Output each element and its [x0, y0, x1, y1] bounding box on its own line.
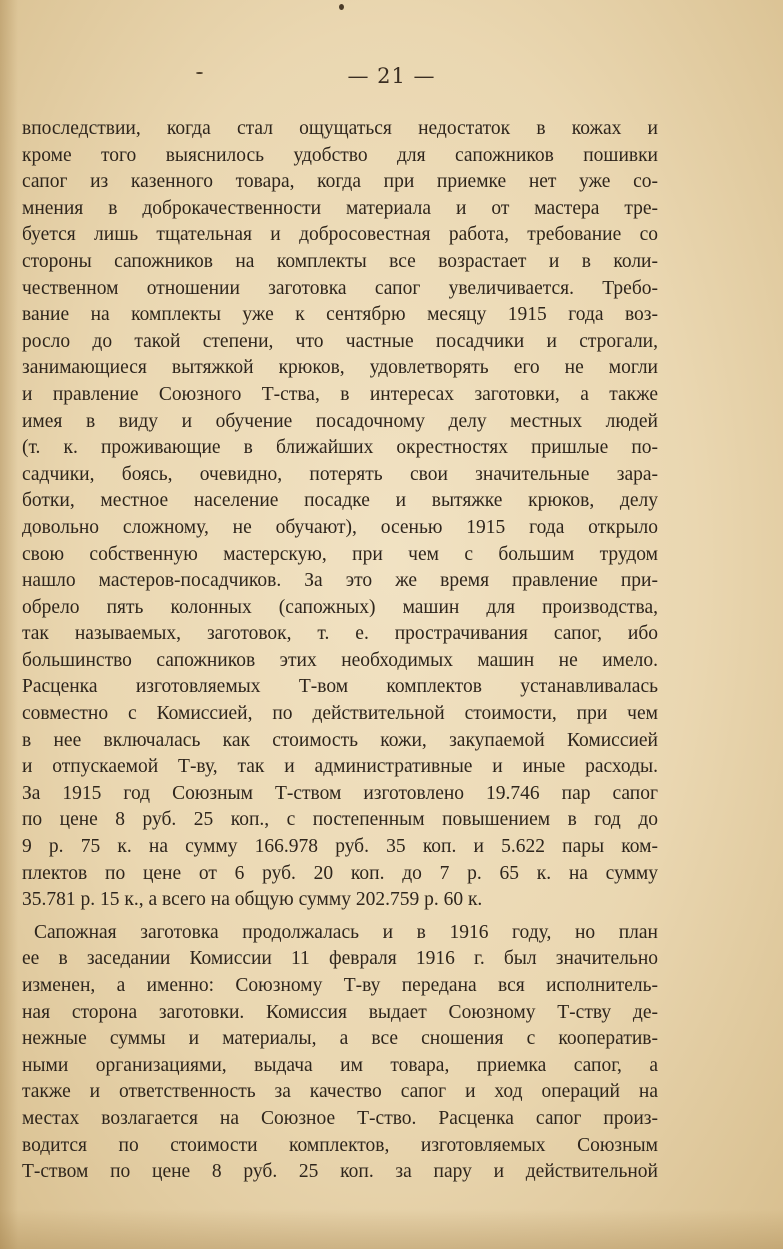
text-line: чественном отношении заготовка сапог увеличивается. Требо-	[22, 277, 658, 299]
text-line: Расценка изготовляемых Т-вом комплектов устанавливалась	[22, 676, 658, 698]
text-line: так называемых, заготовок, т. е. прострачивания сапог, ибо	[22, 623, 658, 645]
text-line: занимающиеся вытяжкой крюков, удовлетворять его не могли	[22, 357, 658, 379]
page-edge-shadow-left	[0, 0, 18, 1249]
text-line: водится по стоимости комплектов, изготовляемых Союзным	[22, 1134, 658, 1156]
text-line: имея в виду и обучение посадочному делу местных людей	[22, 410, 658, 432]
text-line: довольно сложному, не обучают), осенью 1915 года открыло	[22, 516, 658, 538]
paragraph	[22, 920, 658, 1186]
text-line: ее в заседании Комиссии 11 февраля 1916 г. был значительно	[22, 948, 658, 970]
text-line: садчики, боясь, очевидно, потерять свои значительные зара-	[22, 463, 658, 485]
text-line: нежные суммы и материалы, а все сношения с кооператив-	[22, 1028, 658, 1050]
text-line: в нее включалась как стоимость кожи, закупаемой Комиссией	[22, 729, 658, 751]
text-line: местах возлагается на Союзное Т-ство. Расценка сапог произ-	[22, 1107, 658, 1129]
text-line: сапог из казенного товара, когда при приемке нет уже со-	[22, 171, 658, 193]
text-line: по цене 8 руб. 25 коп., с постепенным повышением в год до	[22, 809, 658, 831]
text-line: ными организациями, выдача им товара, приемка сапог, а	[22, 1054, 658, 1076]
ink-speck	[339, 4, 344, 10]
text-line: и отпускаемой Т-ву, так и административные и иные расходы.	[22, 756, 658, 778]
text-line: Сапожная заготовка продолжалась и в 1916 году, но план	[34, 921, 658, 943]
page-number: — 21 —	[347, 64, 436, 88]
text-line: вание на комплекты уже к сентябрю месяцу 1915 года воз-	[22, 304, 658, 326]
text-line: большинство сапожников этих необходимых машин не имело.	[22, 649, 658, 671]
text-line: ная сторона заготовки. Комиссия выдает Союзному Т-ству де-	[22, 1001, 658, 1023]
text-line: совместно с Комиссией, по действительной стоимости, при чем	[22, 703, 658, 725]
text-line: и правление Союзного Т-ства, в интересах заготовки, а также	[22, 383, 658, 405]
text-line: 9 р. 75 к. на сумму 166.978 руб. 35 коп. и 5.622 пары ком-	[22, 836, 658, 858]
text-line: кроме того выяснилось удобство для сапожников пошивки	[22, 144, 658, 166]
text-line: нашло мастеров-посадчиков. За это же время правление при-	[22, 570, 658, 592]
text-line: росло до такой степени, что частные посадчики и строгали,	[22, 330, 658, 352]
text-line: обрело пять колонных (сапожных) машин для производства,	[22, 596, 658, 618]
text-line: ботки, местное население посадке и вытяжке крюков, делу	[22, 490, 658, 512]
text-line: мнения в доброкачественности материала и от мастера тре-	[22, 197, 658, 219]
text-line: стороны сапожников на комплекты все возрастает и в коли-	[22, 250, 658, 272]
text-line: изменен, а именно: Союзному Т-ву передана вся исполнитель-	[22, 975, 658, 996]
text-line: впоследствии, когда стал ощущаться недостаток в кожах и	[22, 118, 658, 139]
text-line: 35.781 р. 15 к., а всего на общую сумму 202.759 р. 60 к.	[22, 889, 483, 911]
text-line: (т. к. проживающие в ближайших окрестностях пришлые по-	[22, 437, 658, 459]
text-line: плектов по цене от 6 руб. 20 коп. до 7 р. 65 к. на сумму	[22, 862, 658, 884]
text-line: За 1915 год Союзным Т-ством изготовлено 19.746 пар сапог	[22, 782, 658, 804]
text-line: свою собственную мастерскую, при чем с большим трудом	[22, 543, 658, 565]
paragraph	[22, 116, 658, 914]
body-text	[22, 116, 658, 1186]
text-line: также и ответственность за качество сапог и ход операций на	[22, 1081, 658, 1103]
text-line: буется лишь тщательная и добросовестная работа, требование со	[22, 224, 658, 246]
page-edge-shadow-bottom	[0, 1209, 783, 1249]
text-line: Т-ством по цене 8 руб. 25 коп. за пару и действительной	[22, 1161, 658, 1183]
